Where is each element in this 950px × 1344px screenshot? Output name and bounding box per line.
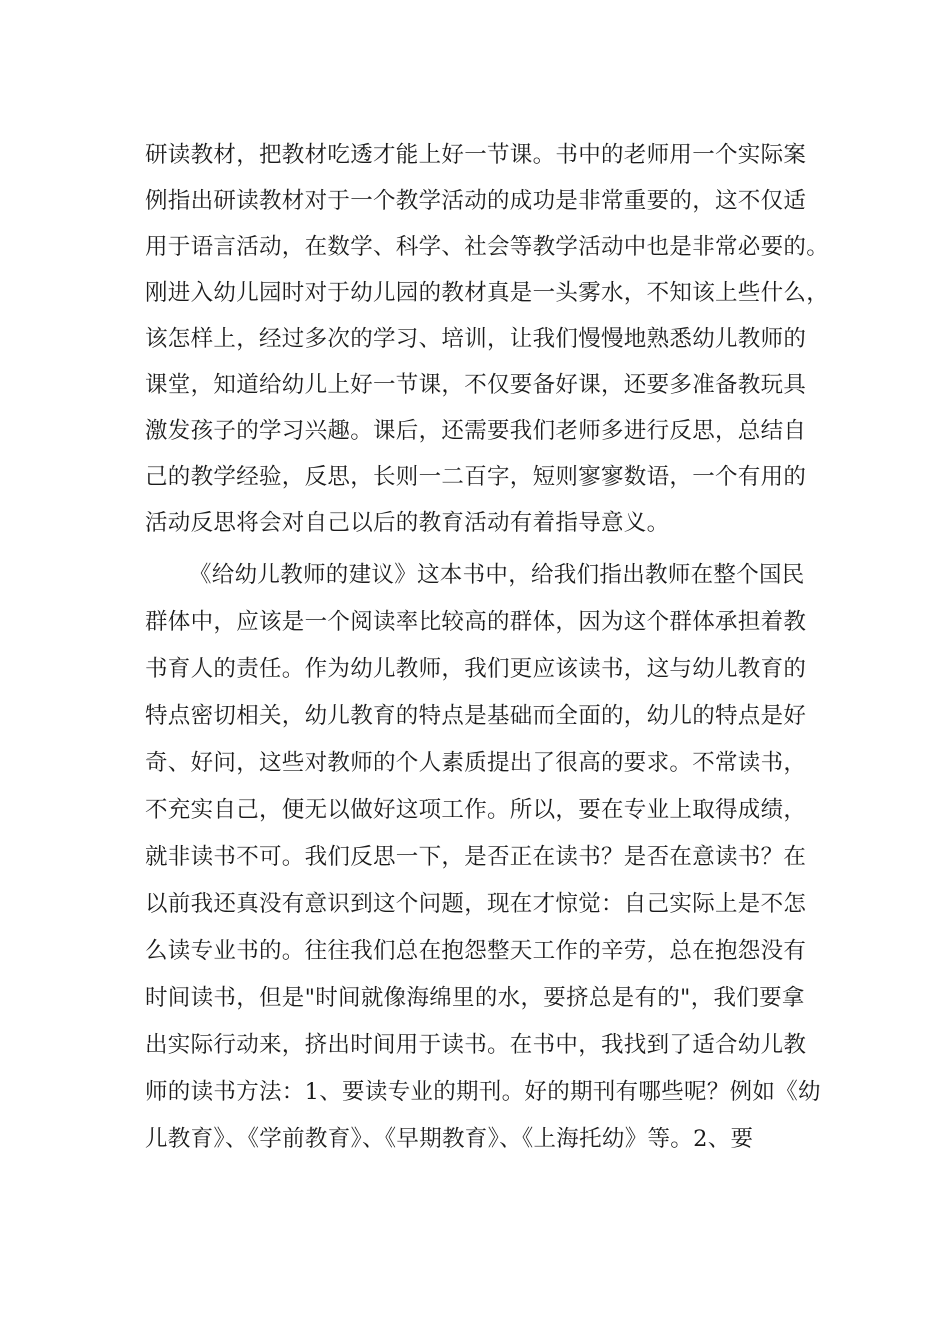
text-line: 《给幼儿教师的建议》这本书中，给我们指出教师在整个国民 [189, 562, 805, 588]
text-line: 例指出研读教材对于一个教学活动的成功是非常重要的，这不仅适 [145, 188, 807, 214]
text-line: 课堂，知道给幼儿上好一节课，不仅要备好课，还要多准备教玩具 [145, 372, 807, 398]
text-line: 师的读书方法：1、要读专业的期刊。好的期刊有哪些呢？例如《幼 [145, 1079, 821, 1105]
text-line: 研读教材，把教材吃透才能上好一节课。书中的老师用一个实际案 [145, 142, 807, 168]
text-line: 特点密切相关，幼儿教育的特点是基础而全面的，幼儿的特点是好 [145, 703, 807, 729]
text-line: 该怎样上，经过多次的学习、培训，让我们慢慢地熟悉幼儿教师的 [145, 326, 807, 352]
text-line: 么读专业书的。往往我们总在抱怨整天工作的辛劳，总在抱怨没有 [145, 938, 807, 964]
text-line: 以前我还真没有意识到这个问题，现在才惊觉：自己实际上是不怎 [145, 891, 807, 917]
text-line: 不充实自己，便无以做好这项工作。所以，要在专业上取得成绩， [145, 797, 807, 823]
text-line: 时间读书，但是"时间就像海绵里的水，要挤总是有的"，我们要拿 [145, 985, 805, 1011]
text-line: 群体中，应该是一个阅读率比较高的群体，因为这个群体承担着教 [145, 609, 807, 635]
text-line: 就非读书不可。我们反思一下，是否正在读书？是否在意读书？在 [145, 844, 807, 870]
text-line: 出实际行动来，挤出时间用于读书。在书中，我找到了适合幼儿教 [145, 1032, 807, 1058]
text-line: 刚进入幼儿园时对于幼儿园的教材真是一头雾水，不知该上些什么， [145, 280, 830, 306]
text-line: 激发孩子的学习兴趣。课后，还需要我们老师多进行反思，总结自 [145, 418, 807, 444]
text-line: 奇、好问，这些对教师的个人素质提出了很高的要求。不常读书， [145, 750, 807, 776]
text-line: 活动反思将会对自己以后的教育活动有着指导意义。 [145, 510, 670, 536]
text-line: 书育人的责任。作为幼儿教师，我们更应该读书，这与幼儿教育的 [145, 656, 807, 682]
text-line: 用于语言活动，在数学、科学、社会等教学活动中也是非常必要的。 [145, 234, 830, 260]
text-line: 儿教育》、《学前教育》、《早期教育》、《上海托幼》等。2、要 [145, 1126, 754, 1152]
text-line: 己的教学经验，反思，长则一二百字，短则寥寥数语，一个有用的 [145, 464, 807, 490]
